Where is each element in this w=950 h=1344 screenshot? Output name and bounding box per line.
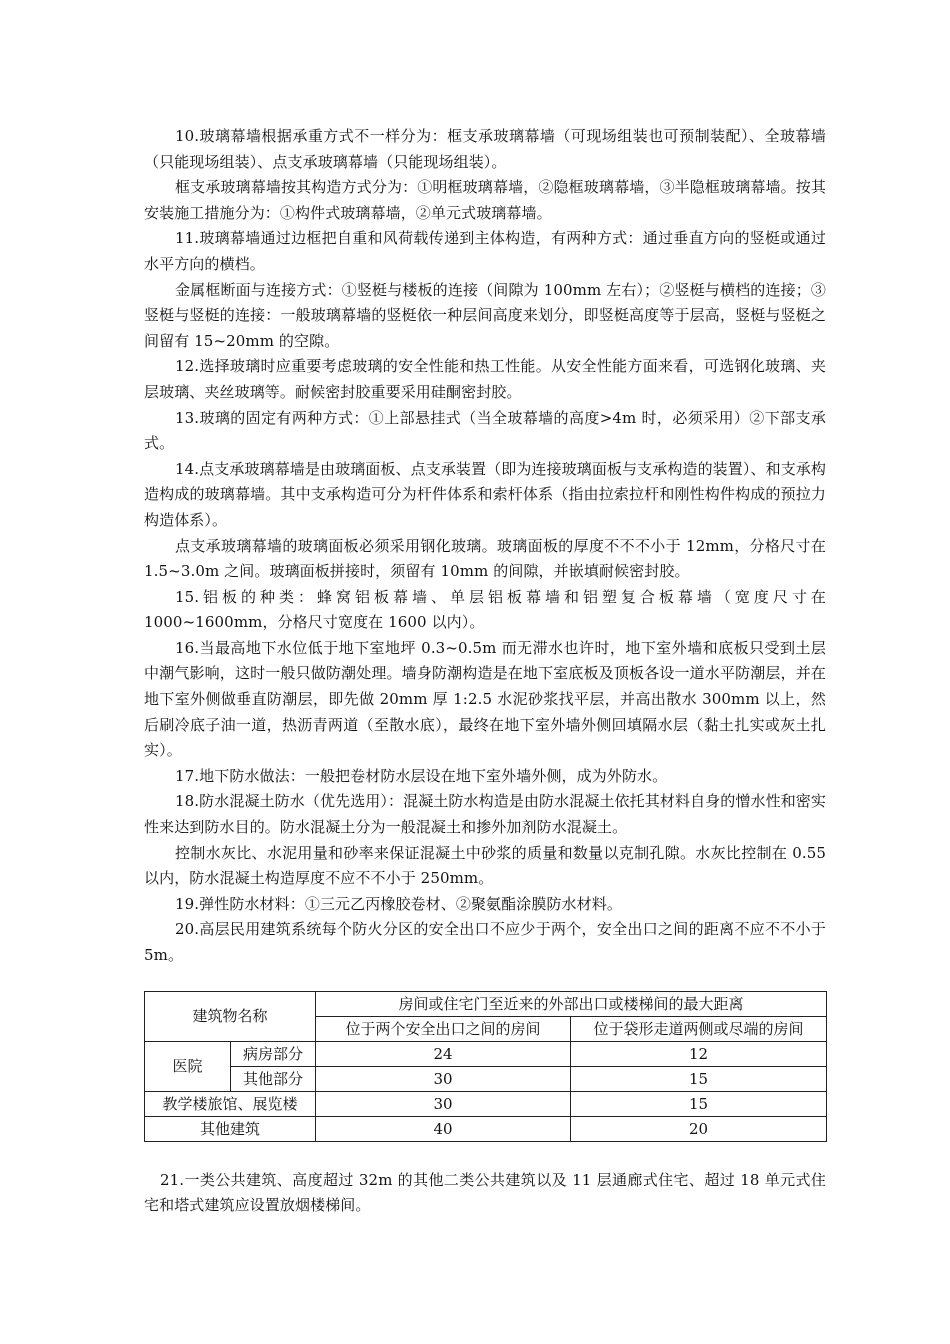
row-dead-end-value: 20 (571, 1116, 827, 1141)
header-max-distance: 房间或住宅门至近来的外部出口或楼梯间的最大距离 (316, 991, 827, 1016)
paragraph-17: 17.地下防水做法：一般把卷材防水层设在地下室外墙外侧，成为外防水。 (175, 766, 668, 785)
row-between-value: 24 (316, 1041, 571, 1066)
row-label: 其他部分 (231, 1066, 316, 1091)
table-row (145, 1066, 827, 1091)
table-header-row (145, 991, 827, 1016)
row-label: 教学楼旅馆、展览楼 (145, 1091, 316, 1116)
subheader-dead-end: 位于袋形走道两侧或尽端的房间 (571, 1016, 827, 1041)
paragraph-18-control: 控制水灰比、水泥用量和砂率来保证混凝土中砂浆的质量和数量以克制孔隙。水灰比控制在 0.55 以内，防水混凝土构造厚度不应不不小于 250mm。 (144, 843, 826, 888)
paragraph-14-point-support-glass: 点支承玻璃幕墙的玻璃面板必须采用钢化玻璃。玻璃面板的厚度不不不小于 12mm，分格尺寸在 1.5~3.0m 之间。玻璃面板拼接时，须留有 10mm 的间隙，并嵌填耐候密封胶。 (144, 536, 826, 581)
closing-section (144, 1168, 826, 1219)
row-label: 病房部分 (231, 1041, 316, 1066)
paragraph-15: 15.铝板的种类：蜂窝铝板幕墙、单层铝板幕墙和铝塑复合板幕墙（宽度尺寸在 1000~1600mm，分格尺寸宽度在 1600 以内）。 (144, 587, 826, 632)
paragraph-16: 16.当最高地下水位低于地下室地坪 0.3~0.5m 而无滞水也许时，地下室外墙和底板只受到土层中潮气影响，这时一般只做防潮处理。墙身防潮构造是在地下室底板及顶板各设一道水平防潮层，并在地下室外侧做垂直防潮层，即先做 20mm 厚 1:2.5 水泥砂浆找平层，并高出散水 300mm 以上，然后刷冷底子油一道，热沥青两道（至散水底），最终在地下室外墙外侧回填隔水层（黏土扎实或灰土扎实）。 (144, 638, 826, 760)
paragraph-19: 19.弹性防水材料：①三元乙丙橡胶卷材、②聚氨酯涂膜防水材料。 (175, 894, 622, 913)
paragraph-20: 20.高层民用建筑系统每个防火分区的安全出口不应少于两个，安全出口之间的距离不应不不小于 5m。 (144, 920, 826, 964)
table-row (145, 1041, 827, 1066)
paragraph-21: 21.一类公共建筑、高度超过 32m 的其他二类公共建筑以及 11 层通廊式住宅、超过 18 单元式住宅和塔式建筑应设置放烟楼梯间。 (144, 1170, 826, 1215)
document-page (144, 124, 826, 1219)
row-between-value: 40 (316, 1116, 571, 1141)
paragraph-14: 14.点支承玻璃幕墙是由玻璃面板、点支承装置（即为连接玻璃面板与支承构造的装置）、和支承构造构成的玻璃幕墙。其中支承构造可分为杆件体系和索杆体系（指由拉索拉杆和刚性构件构成的预拉力构造体系）。 (144, 459, 826, 529)
spacer (144, 969, 826, 991)
hospital-label: 医院 (145, 1041, 231, 1091)
row-between-value: 30 (316, 1066, 571, 1091)
row-between-value: 30 (316, 1091, 571, 1116)
table-row (145, 1091, 827, 1116)
paragraph-10: 10.玻璃幕墙根据承重方式不一样分为：框支承玻璃幕墙（可现场组装也可预制装配）、全玻幕墙（只能现场组装）、点支承玻璃幕墙（只能现场组装）。 (144, 127, 826, 171)
paragraph-12: 12.选择玻璃时应重要考虑玻璃的安全性能和热工性能。从安全性能方面来看，可选钢化玻璃、夹层玻璃、夹丝玻璃等。耐候密封胶重要采用硅酮密封胶。 (144, 357, 826, 401)
paragraph-11-metal-frame: 金属框断面与连接方式：①竖梃与楼板的连接（间隙为 100mm 左右）；②竖梃与横档的连接；③竖梃与竖梃的连接：一般玻璃幕墙的竖梃依一种层间高度来划分，即竖梃高度等于层高，竖梃与竖梃之间留有 15~20mm 的空隙。 (144, 280, 826, 350)
evacuation-distance-table (144, 991, 827, 1142)
header-building-name: 建筑物名称 (145, 991, 316, 1041)
table-row (145, 1116, 827, 1141)
row-dead-end-value: 15 (571, 1091, 827, 1116)
paragraph-11: 11.玻璃幕墙通过边框把自重和风荷载传递到主体构造，有两种方式：通过垂直方向的竖梃或通过水平方向的横档。 (144, 229, 826, 273)
paragraph-18: 18.防水混凝土防水（优先选用）：混凝土防水构造是由防水混凝土依托其材料自身的憎水性和密实性来达到防水目的。防水混凝土分为一般混凝土和掺外加剂防水混凝土。 (144, 792, 826, 837)
row-dead-end-value: 12 (571, 1041, 827, 1066)
row-label: 其他建筑 (145, 1116, 316, 1141)
paragraph-10-frame-support: 框支承玻璃幕墙按其构造方式分为：①明框玻璃幕墙，②隐框玻璃幕墙，③半隐框玻璃幕墙。按其安装施工措施分为：①构件式玻璃幕墙，②单元式玻璃幕墙。 (144, 178, 826, 222)
paragraph-13: 13.玻璃的固定有两种方式：①上部悬挂式（当全玻幕墙的高度>4m 时，必须采用）②下部支承式。 (144, 408, 826, 453)
row-dead-end-value: 15 (571, 1066, 827, 1091)
subheader-between-exits: 位于两个安全出口之间的房间 (316, 1016, 571, 1041)
